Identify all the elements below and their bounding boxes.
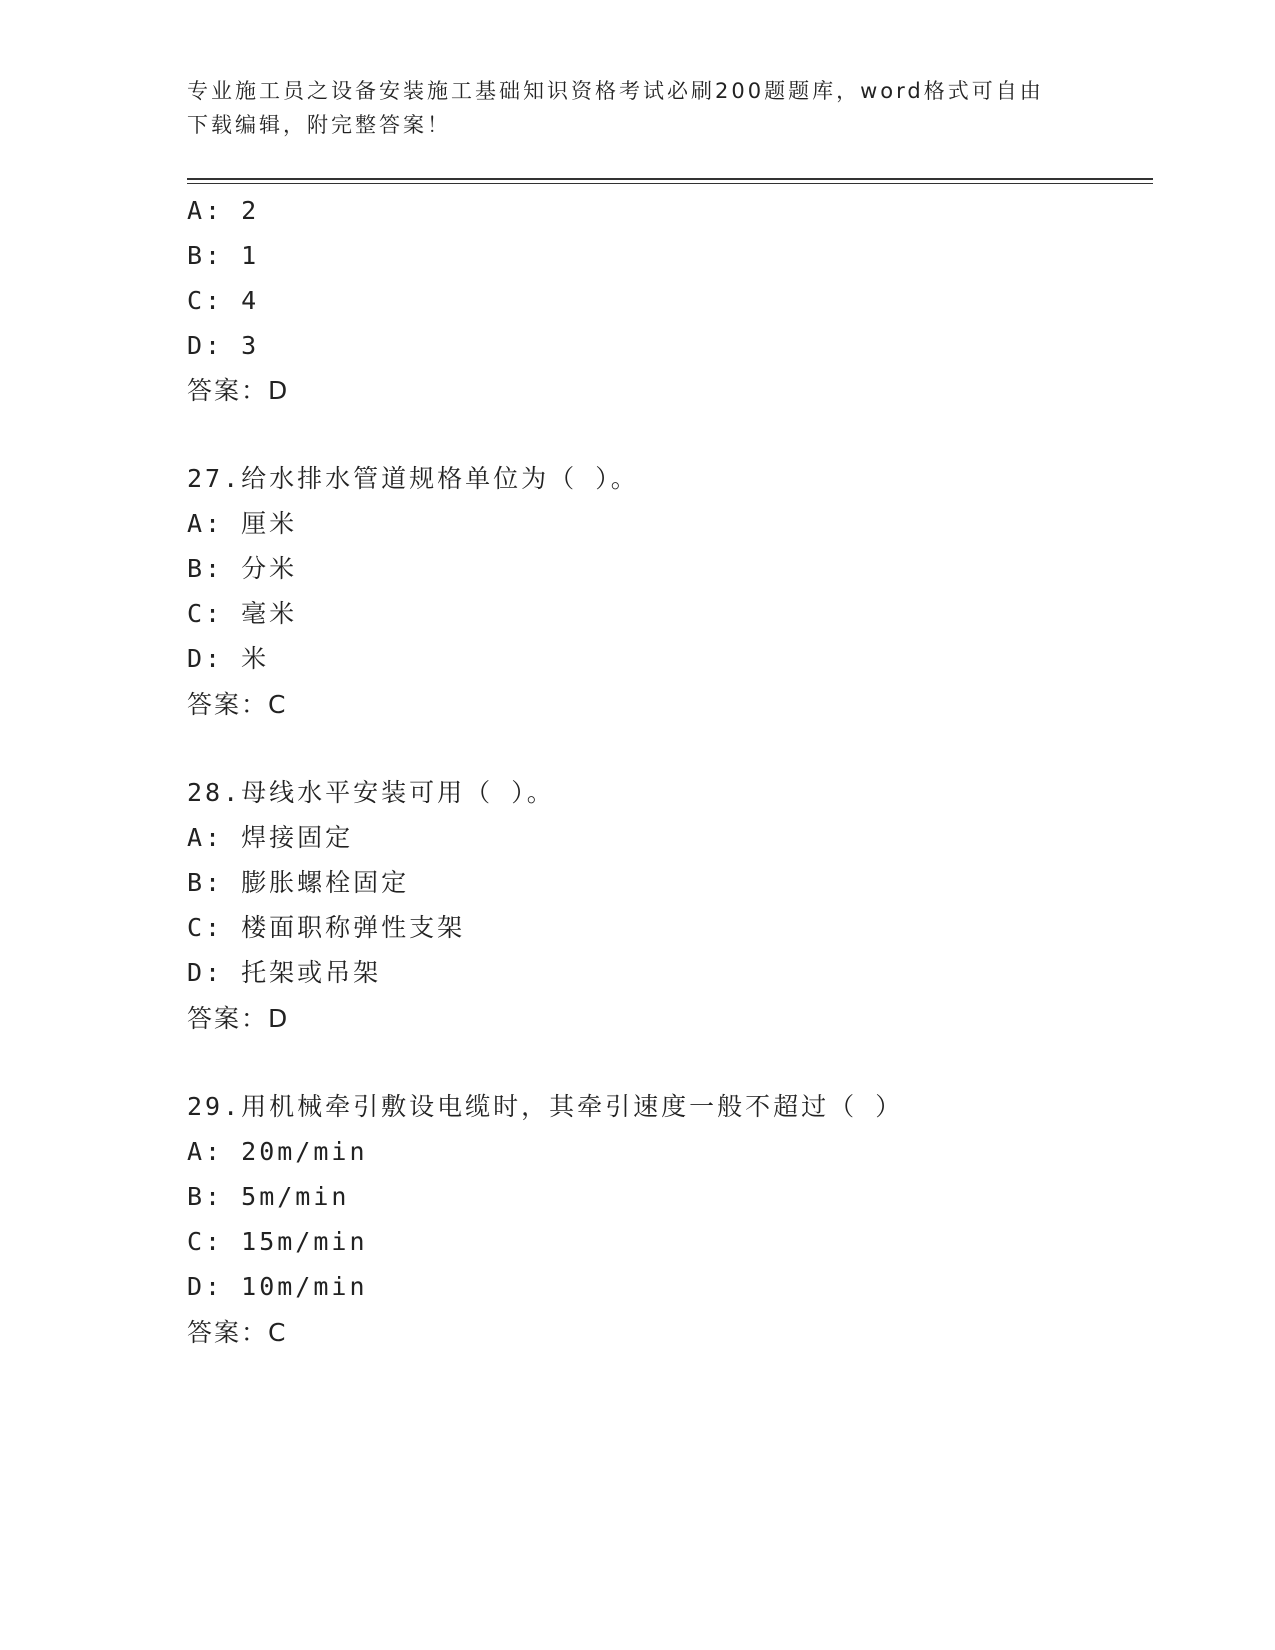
option-a: A: 厘米 [187, 509, 298, 538]
question-stem: 29.用机械牵引敷设电缆时，其牵引速度一般不超过（ ） [187, 1092, 904, 1121]
question-stem: 27.给水排水管道规格单位为（ ）。 [187, 464, 639, 493]
answer-line: 答案：C [187, 690, 288, 719]
answer-line: 答案：D [187, 376, 290, 405]
option-d: D: 3 [187, 331, 260, 360]
option-d: D: 米 [187, 644, 270, 673]
option-b: B: 5m/min [187, 1182, 350, 1211]
answer-line: 答案：C [187, 1318, 288, 1347]
option-d: D: 托架或吊架 [187, 958, 382, 987]
option-c: C: 15m/min [187, 1227, 368, 1256]
option-c: C: 4 [187, 286, 260, 315]
option-c: C: 毫米 [187, 599, 298, 628]
option-a: A: 20m/min [187, 1137, 368, 1166]
header-title-line2: 下载编辑，附完整答案！ [187, 113, 451, 137]
option-c: C: 楼面职称弹性支架 [187, 913, 466, 942]
header-divider-thin [187, 183, 1153, 184]
question-stem: 28.母线水平安装可用（ ）。 [187, 778, 555, 807]
answer-line: 答案：D [187, 1004, 290, 1033]
header-divider-thick [187, 178, 1153, 180]
option-a: A: 2 [187, 196, 260, 225]
option-a: A: 焊接固定 [187, 823, 354, 852]
option-d: D: 10m/min [187, 1272, 368, 1301]
option-b: B: 膨胀螺栓固定 [187, 868, 410, 897]
document-header [187, 74, 1067, 142]
header-title-line1: 专业施工员之设备安装施工基础知识资格考试必刷200题题库，word格式可自由 [187, 79, 1044, 103]
option-b: B: 分米 [187, 554, 298, 583]
option-b: B: 1 [187, 241, 260, 270]
